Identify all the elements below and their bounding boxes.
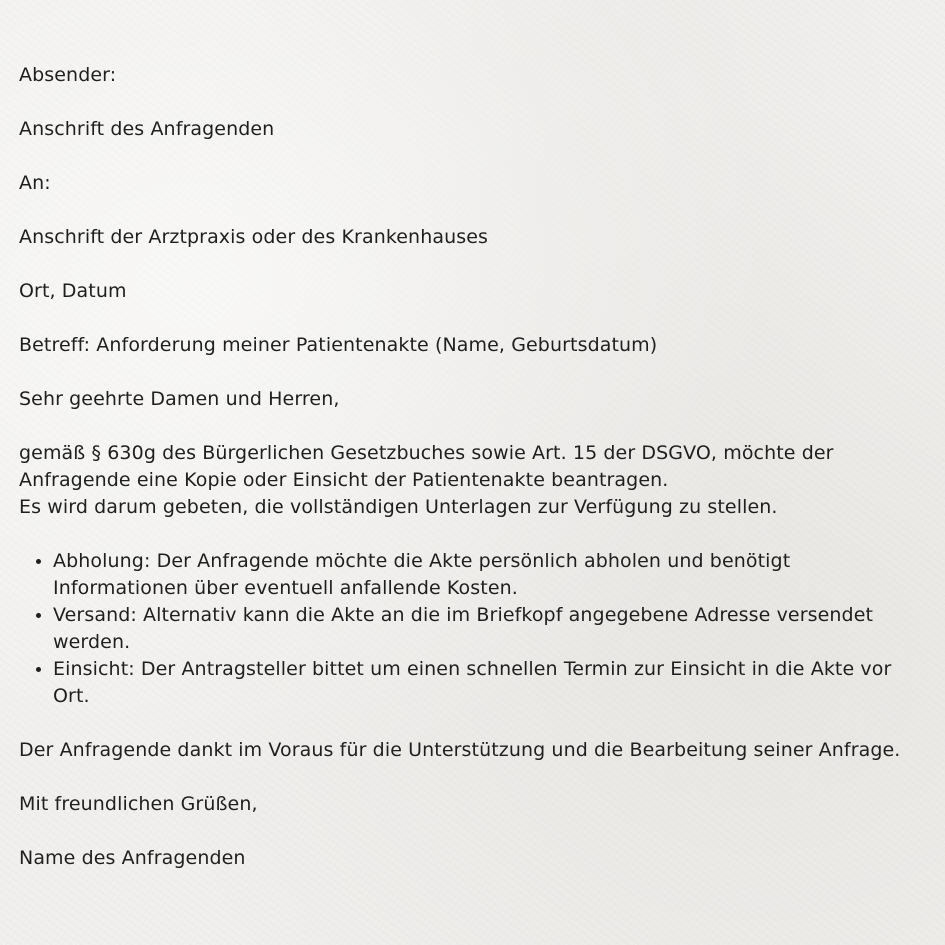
subject-line: Betreff: Anforderung meiner Patientenakte (Name, Geburtsdatum) xyxy=(19,334,658,356)
list-item-inspection: • Einsicht: Der Antragsteller bittet um einen schnellen Termin zur Einsicht in die Akte vor Ort. xyxy=(53,656,909,710)
body-paragraph xyxy=(19,440,909,521)
closing: Mit freundlichen Grüßen, xyxy=(19,793,258,815)
thanks-paragraph: Der Anfragende dankt im Voraus für die Unterstützung und die Bearbeitung seiner Anfrage. xyxy=(19,739,901,761)
sender-address: Anschrift des Anfragenden xyxy=(19,118,275,140)
recipient-label: An: xyxy=(19,172,51,194)
salutation: Sehr geehrte Damen und Herren, xyxy=(19,388,340,410)
recipient-address: Anschrift der Arztpraxis oder des Krankenhauses xyxy=(19,226,489,248)
place-date: Ort, Datum xyxy=(19,280,127,302)
list-item-pickup: • Abholung: Der Anfragende möchte die Akte persönlich abholen und benötigt Informationen über eventuell anfallende Kosten. xyxy=(53,548,909,602)
options-list xyxy=(19,548,909,710)
body-line-1: gemäß § 630g des Bürgerlichen Gesetzbuches sowie Art. 15 der DSGVO, möchte der Anfragende eine Kopie oder Einsicht der Patientenakte beantragen. xyxy=(19,442,834,491)
signature: Name des Anfragenden xyxy=(19,847,246,869)
sender-label: Absender: xyxy=(19,64,117,86)
body-line-2: Es wird darum gebeten, die vollständigen Unterlagen zur Verfügung zu stellen. xyxy=(19,496,778,518)
list-item-shipping: • Versand: Alternativ kann die Akte an die im Briefkopf angegebene Adresse versendet werden. xyxy=(53,602,909,656)
letter-document xyxy=(19,62,909,872)
